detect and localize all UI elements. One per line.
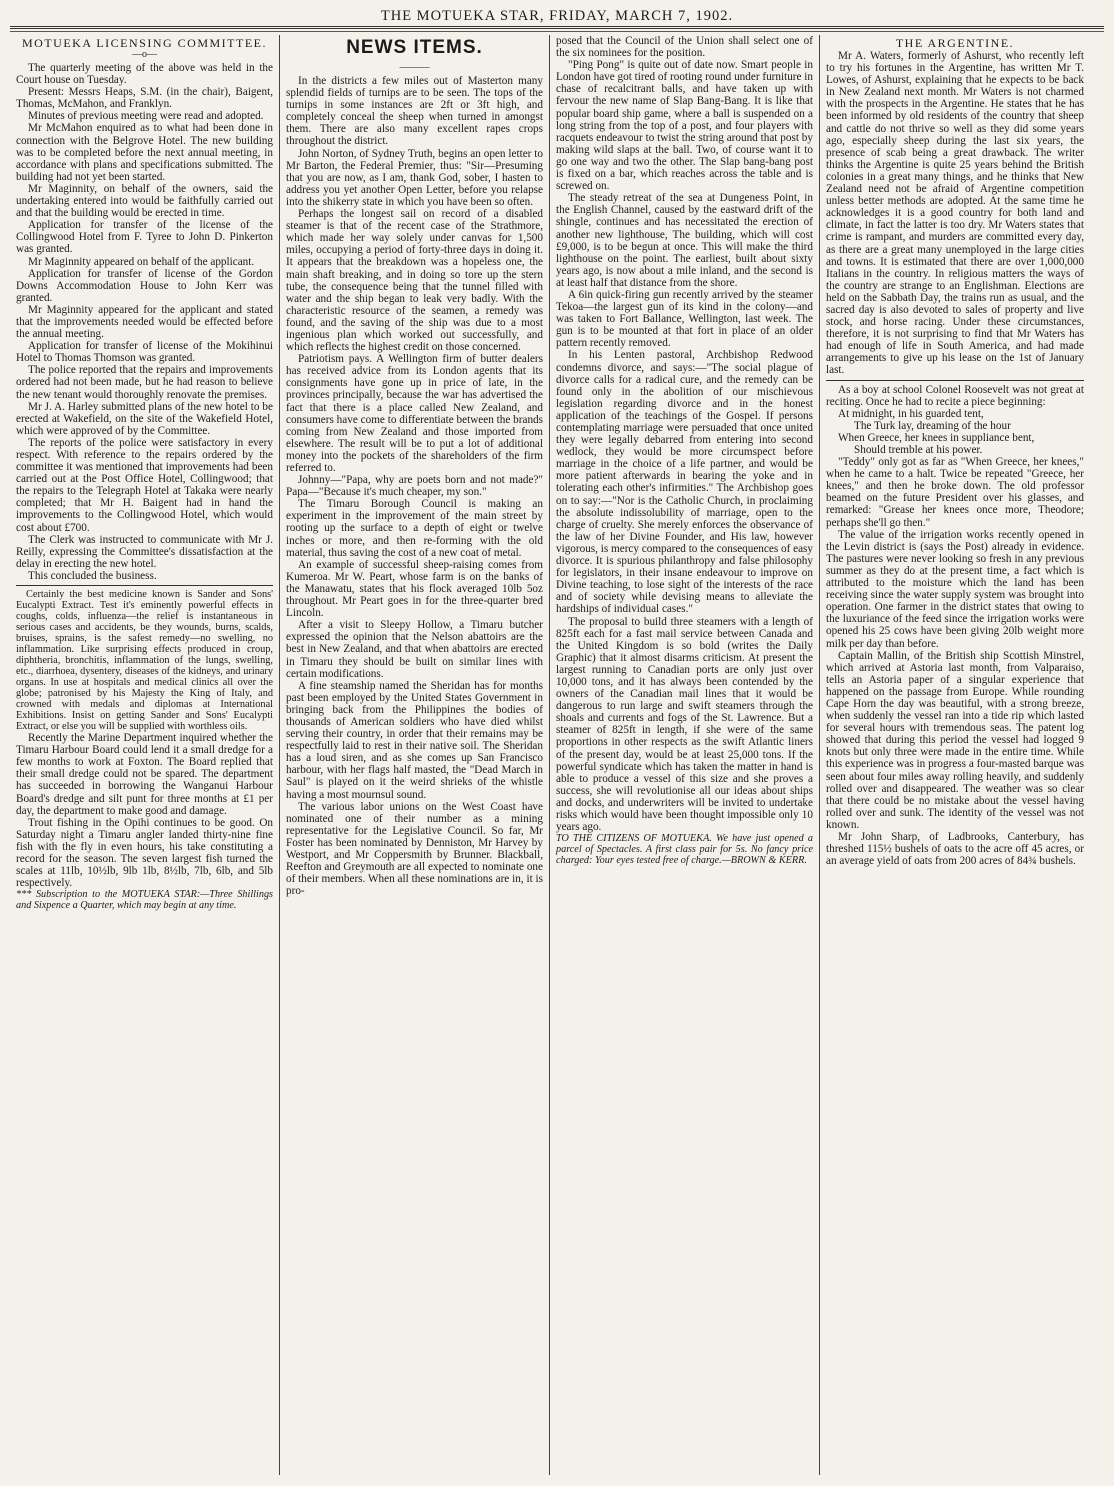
ad-text: Certainly the best medicine known is Sander and Sons' Eucalypti Extract. Test it's eminently powerful effects in coughs, colds, influenza—the relief is instantaneous in serious cases and accidents, be they wounds, burns, scalds, bruises, sprains, is the safest remedy—no swelling, no inflammation. Like surprising effects produced in croup, diphtheria, bronchitis, inflammation of the lungs, swelling, etc., diarrhoea, dysentery, diseases of the kidneys, and urinary organs. In use at hospitals and medical clinics all over the globe; patronised by his Majesty the King of Italy, and crowned with medals and diplomas at International Exhibitions. Insist on getting Sander and Sons' Eucalypti Extract, or else you will be supplied with worthless oils. bbox=[16, 589, 273, 733]
paragraph: In his Lenten pastoral, Archbishop Redwood condemns divorce, and says:—"The social plague of divorce calls for a radical cure, and the remedy can be found only in the abolition of our mischievous legislation regarding divorce and in the honest application of the teachings of the Gospel. If persons contemplating marriage were persuaded that once united they were legally debarred from entering into second wedlock, they would be more circumspect before marriage in the choice of a life partner, and would be more patient afterwards in bearing the yoke and in tolerating each other's infirmities." The Archbishop goes on to say:—"Nor is the Catholic Church, in proclaiming the absolute indissolubility of marriage, open to the charge of cruelty. She merely enforces the observance of the law of her Divine Founder, and His law, however vigorous, is mercy compared to the consequences of easy divorce. It is spurious philanthropy and false philosophy for legislators, in their insane endeavour to improve on Divine teaching, to lose sight of the interests of the race and of society while devising means to alleviate the hardships of individual cases." bbox=[556, 349, 813, 616]
paragraph: Captain Mallin, of the British ship Scottish Minstrel, which arrived at Astoria last month, from Valparaiso, tells an Astoria paper of a singular experience that happened on the passage from Europe. While rounding Cape Horn the day was beautiful, with a strong breeze, when suddenly the vessel ran into a tide rip which lasted for several hours with tremendous seas. The patent log showed that during this period the vessel had logged 9 knots but only three were made in the entire time. While this experience was in progress a four-masted barque was seen about four miles away rolling heavily, and suddenly rolled over and disappeared. The weather was so clear that there could be no mistake about the vessel having rolled over and sunk. The identity of the vessel was not known. bbox=[826, 649, 1084, 831]
column-4 bbox=[820, 35, 1090, 1475]
paragraph: Mr McMahon enquired as to what had been done in connection with the Belgrove Hotel. The new building was to be completed before the next annual meeting, in accordance with plans and specifications submitted. The building had not yet been started. bbox=[16, 122, 273, 183]
column-2 bbox=[280, 35, 550, 1475]
spectacles-advertisement: TO THE CITIZENS OF MOTUEKA. We have just opened a parcel of Spectacles. A first class pair for 5s. No fancy price charged: Your eyes tested free of charge.—BROWN & KERR. bbox=[556, 833, 813, 867]
divider bbox=[826, 380, 1084, 381]
poem-line: At midnight, in his guarded tent, bbox=[838, 407, 984, 420]
paragraph: This concluded the business. bbox=[28, 569, 157, 582]
columns bbox=[10, 35, 1104, 1475]
paragraph: The police reported that the repairs and improvements ordered had not been made, but he had reason to believe the new tenant would thoroughly renovate the premises. bbox=[16, 364, 273, 401]
paragraph: The Clerk was instructed to communicate with Mr J. Reilly, expressing the Committee's dissatisfaction at the delay in erecting the new hotel. bbox=[16, 533, 273, 570]
paragraph: Mr John Sharp, of Ladbrooks, Canterbury, has threshed 115½ bushels of oats to the acre off 45 acres, or an average yield of oats from 200 acres of 84¾ bushels. bbox=[826, 831, 1084, 868]
paragraph: After a visit to Sleepy Hollow, a Timaru butcher expressed the opinion that the Nelson abattoirs are the best in New Zealand, and that when abattoirs are erected in Timaru they should be built on similar lines with certain modifications. bbox=[286, 619, 543, 680]
paragraph: The proposal to build three steamers with a length of 825ft each for a fast mail service between Canada and the United Kingdom is so bold (writes the Daily Graphic) that it almost disarms criticism. At present the largest running to Canadian ports are only just over 10,000 tons, and it has always been contended by the owners of the Canadian mail lines that it would be dangerous to run large and swift steamers through the shoals and currents and fogs of the St. Lawrence. But a steamer of 825ft in length, if she were of the same proportions in other respects as the swift Atlantic liners of the present day, would be at least 25,000 tons. If the powerful syndicate which has taken the matter in hand is able to produce a vessel of this size and she proves a success, she will revolutionise all our ideas about ships and docks, and underwriters will be invited to undertake risks which would have been thought impossible only 10 years ago. bbox=[556, 615, 813, 834]
paragraph: John Norton, of Sydney Truth, begins an open letter to Mr Barton, the Federal Premier, thus: "Sir—Presuming that you are now, as I am, thank God, sober, I hasten to address you yet another Open Letter, before you relapse into the shikerry state in which you have been so often. bbox=[286, 147, 543, 208]
paragraph: An example of successful sheep-raising comes from Kumeroa. Mr W. Peart, whose farm is on the banks of the Manawatu, states that his flock averaged 10lb 5oz throughout. Mr Peart goes in for the three-quarter bred Lincoln. bbox=[286, 558, 543, 620]
paragraph: Application for transfer of the license of the Collingwood Hotel from F. Tyree to John D. Pinkerton was granted. bbox=[16, 219, 273, 256]
paragraph: Perhaps the longest sail on record of a disabled steamer is that of the recent case of the Strathmore, which made her way solely under canvas for 1,500 miles, occupying a period of forty-three days in doing it. It appears that the breakdown was a hopeless one, the main shaft breaking, and in doing so tore up the stern tube, the consequence being that the tunnel filled with water and the ship began to leak very badly. With the characteristic resource of the seamen, a remedy was found, and the saving of the ship was due to a most ingenious plan which worked out successfully, and which reflects the highest credit on those concerned. bbox=[286, 208, 543, 354]
ornament: —o— bbox=[132, 49, 157, 60]
paragraph: The value of the irrigation works recently opened in the Levin district is (says the Post) already in evidence. The pastures were never looking so fresh in any previous summer as they do at the present time, a fact which is attributed to the moisture which the land has been receiving since the water supply system was brought into operation. One farmer in the district states that owing to the luxuriance of the feed since the irrigation works were opened his 25 cows have been giving 20lb weight more milk per day than before. bbox=[826, 528, 1084, 650]
paragraph: The various labor unions on the West Coast have nominated one of their number as a mining representative for the Legislative Council. So far, Mr Foster has been nominated by Denniston, Mr Harvey by Westport, and Mr Coppersmith by Brunner. Blackball, Reefton and Greymouth are all expected to nominate one of their members. When all these nominations are in, it is pro- bbox=[286, 800, 543, 898]
ornament: ——— bbox=[399, 62, 430, 73]
paragraph: The steady retreat of the sea at Dungeness Point, in the English Channel, caused by the eastward drift of the shingle, continues and has necessitated the erection of another new lighthouse, The building, which will cost £9,000, is to be begun at once. This will make the third lighthouse on the point. The earliest, built about sixty years ago, is now about a mile inland, and the second is at least half that distance from the shore. bbox=[556, 192, 813, 289]
paragraph: Mr Maginnity appeared for the applicant and stated that the improvements needed would be effected before the annual meeting. bbox=[16, 303, 273, 341]
news-column-1-lower bbox=[16, 732, 273, 889]
eucalypti-advertisement bbox=[16, 589, 273, 732]
poem-line: The Turk lay, dreaming of the hour bbox=[854, 419, 1011, 432]
licensing-heading: MOTUEKA LICENSING COMMITTEE. bbox=[22, 36, 267, 50]
paragraph: Johnny—"Papa, why are poets born and not made?" Papa—"Because it's much cheaper, my son." bbox=[286, 474, 543, 499]
paragraph: In the districts a few miles out of Masterton many splendid fields of turnips are to be seen. The tops of the turnips in some instances are 2ft or 3ft high, and completely conceal the sheep when turned in amongst them. There are also many excellent rapes crops throughout the district. bbox=[286, 75, 543, 148]
column-1 bbox=[10, 35, 280, 1475]
paragraph: Mr A. Waters, formerly of Ashurst, who recently left to try his fortunes in the Argentine, has written Mr T. Lowes, of Ashurst, explaining that he expects to be back in New Zealand next month. Mr Waters is not charmed with the prospects in the Argentine. He states that he has been informed by old residents of the country that sheep and cattle do not thrive so well as they did some years ago, especially sheep during the last six years, the presence of scab being a great drawback. The writer thinks the Argentine is quite 25 years behind the British colonies in a great many things, and he thinks that New Zealand need not be afraid of Argentine competition unless better methods are adopted. At the same time he acknowledges it is a good country for both land and climate, in fact the latter is too dry. Mr Waters states that crime is rampant, and murders are committed every day, as there are a great many unemployed in the large cities and towns. It is estimated that there are over 1,000,000 Italians in the country. In religious matters the ways of the country are strange to an Englishman. Elections are held on the Sabbath Day, the trains run as usual, and the sacred day is also devoted to sales of property and live stock, and horse racing. Under these circumstances, therefore, it is not surprising to find that Mr Waters has had enough of life in South America, and had made arrangements to give up his lease on the 1st of January last. bbox=[826, 50, 1084, 377]
paragraph: "Teddy" only got as far as "When Greece, her knees," when he came to a halt. Twice be repeated "Greece, her knees," and then he broke down. The old professor beamed on the future President over his glasses, and remarked: "Grease her knees once more, Theodore; perhaps she'll go then." bbox=[826, 456, 1084, 529]
paragraph: Trout fishing in the Opihi continues to be good. On Saturday night a Timaru angler landed thirty-nine fine fish with the fly in even hours, his take constituting a record for the season. The seven largest fish turned the scales at 11lb, 10½lb, 9lb 1lb, 8½lb, 7lb, 6lb, and 5lb respectively. bbox=[16, 816, 273, 890]
paragraph: A 6in quick-firing gun recently arrived by the steamer Tekoa—the largest gun of its kind in the colony—and was taken to Fort Ballance, Wellington, last week. The gun is to be mounted at that fort in place of an older pattern recently removed. bbox=[556, 288, 813, 350]
poem-line: When Greece, her knees in suppliance bent, bbox=[838, 431, 1035, 444]
paragraph: Patriotism pays. A Wellington firm of butter dealers has received advice from its London agents that its consignments have gone up in price of late, in the provinces principally, because the war has advertised the fact that there is a place called New Zealand, and consumers have come to differentiate between the brands coming from New Zealand and those imported from elsewhere. The result will be to put a lot of additional money into the pockets of the shareholders of the firm referred to. bbox=[286, 353, 543, 474]
paragraph: Application for transfer of license of the Gordon Downs Accommodation House to John Kerr was granted. bbox=[16, 267, 273, 304]
paragraph: As a boy at school Colonel Roosevelt was not great at reciting. Once he had to recite a piece beginning: bbox=[826, 383, 1084, 408]
masthead: THE MOTUEKA STAR, FRIDAY, MARCH 7, 1902. bbox=[380, 8, 734, 24]
news-items-heading: NEWS ITEMS. bbox=[346, 37, 483, 58]
licensing-article bbox=[16, 62, 273, 582]
subscription-notice: *** Subscription to the MOTUEKA STAR:—Three Shillings and Sixpence a Quarter, which may begin at any time. bbox=[16, 889, 273, 912]
paragraph: Recently the Marine Department inquired whether the Timaru Harbour Board could lend it a small dredge for a few months to work at Foxton. The Board replied that their small dredge could not be spared. The department has succeeded in borrowing the Wanganui Harbour Board's dredge and silt punt for three months at £1 per day, the department to make good and damage. bbox=[16, 732, 273, 817]
paragraph: Application for transfer of license of the Mokihinui Hotel to Thomas Thomson was granted. bbox=[16, 340, 273, 365]
paragraph: posed that the Council of the Union shall select one of the six nominees for the position. bbox=[556, 35, 813, 60]
paragraph: The reports of the police were satisfactory in every respect. With reference to the repairs ordered by the committee it was mentioned that improvements had been carried out at the Post Office Hotel, Collingwood; that the repairs to the Telegraph Hotel at Takaka were nearly completed; that Mr H. Baigent had in hand the improvements to the Collingwood Hotel, which would cost about £700. bbox=[16, 436, 273, 534]
paragraph: Mr Maginnity appeared on behalf of the applicant. bbox=[28, 255, 255, 268]
argentine-heading: THE ARGENTINE. bbox=[895, 36, 1015, 50]
paragraph: A fine steamship named the Sheridan has for months past been employed by the United States Government in bringing back from the Philippines the bodies of thousands of American soldiers who have died whilst serving their country, in order that their remains may be respectfully laid to rest in their native soil. The Sheridan has a loud siren, and as she comes up San Francisco harbour, with her flags half masted, the "Dead March in Saul" is played on it the weird shrieks of the whistle having a most mournsul sound. bbox=[286, 679, 543, 801]
paragraph: The Timaru Borough Council is making an experiment in the improvement of the main street by rooting up the surface to a depth of eight or twelve inches or more, and then re-forming with the old material, thus saving the cost of a new coat of metal. bbox=[286, 498, 543, 559]
masthead-rule bbox=[10, 26, 1104, 32]
paragraph: Present: Messrs Heaps, S.M. (in the chair), Baigent, Thomas, McMahon, and Franklyn. bbox=[16, 86, 273, 111]
divider bbox=[16, 585, 273, 586]
column-3 bbox=[550, 35, 820, 1475]
paragraph: "Ping Pong" is quite out of date now. Smart people in London have got tired of rooting round under furniture in chase of recalcitrant balls, and have taken up with fervour the new name of Slap Bang-Bang. It is like that popular board ship game, where a ball is suspended on a long string from the top of a post, and four players with racquets endeavour to twist the string around that post by making wild slaps at the ball. Two, of course want it to go one way and two the other. The Slap bang-bang post is fixed on a bar, which reaches across the table and is screwed on. bbox=[556, 59, 813, 193]
paragraph: Mr J. A. Harley submitted plans of the new hotel to be erected at Wakefield, on the site of the Wakefield Hotel, which were approved of by the Committee. bbox=[16, 400, 273, 437]
paragraph: Mr Maginnity, on behalf of the owners, said the undertaking entered into would be faithfully carried out and that the building would be erected in time. bbox=[16, 182, 273, 220]
paragraph: Minutes of previous meeting were read and adopted. bbox=[28, 110, 264, 123]
poem-line: Should tremble at his power. bbox=[854, 444, 983, 456]
paragraph: The quarterly meeting of the above was held in the Court house on Tuesday. bbox=[16, 62, 273, 87]
